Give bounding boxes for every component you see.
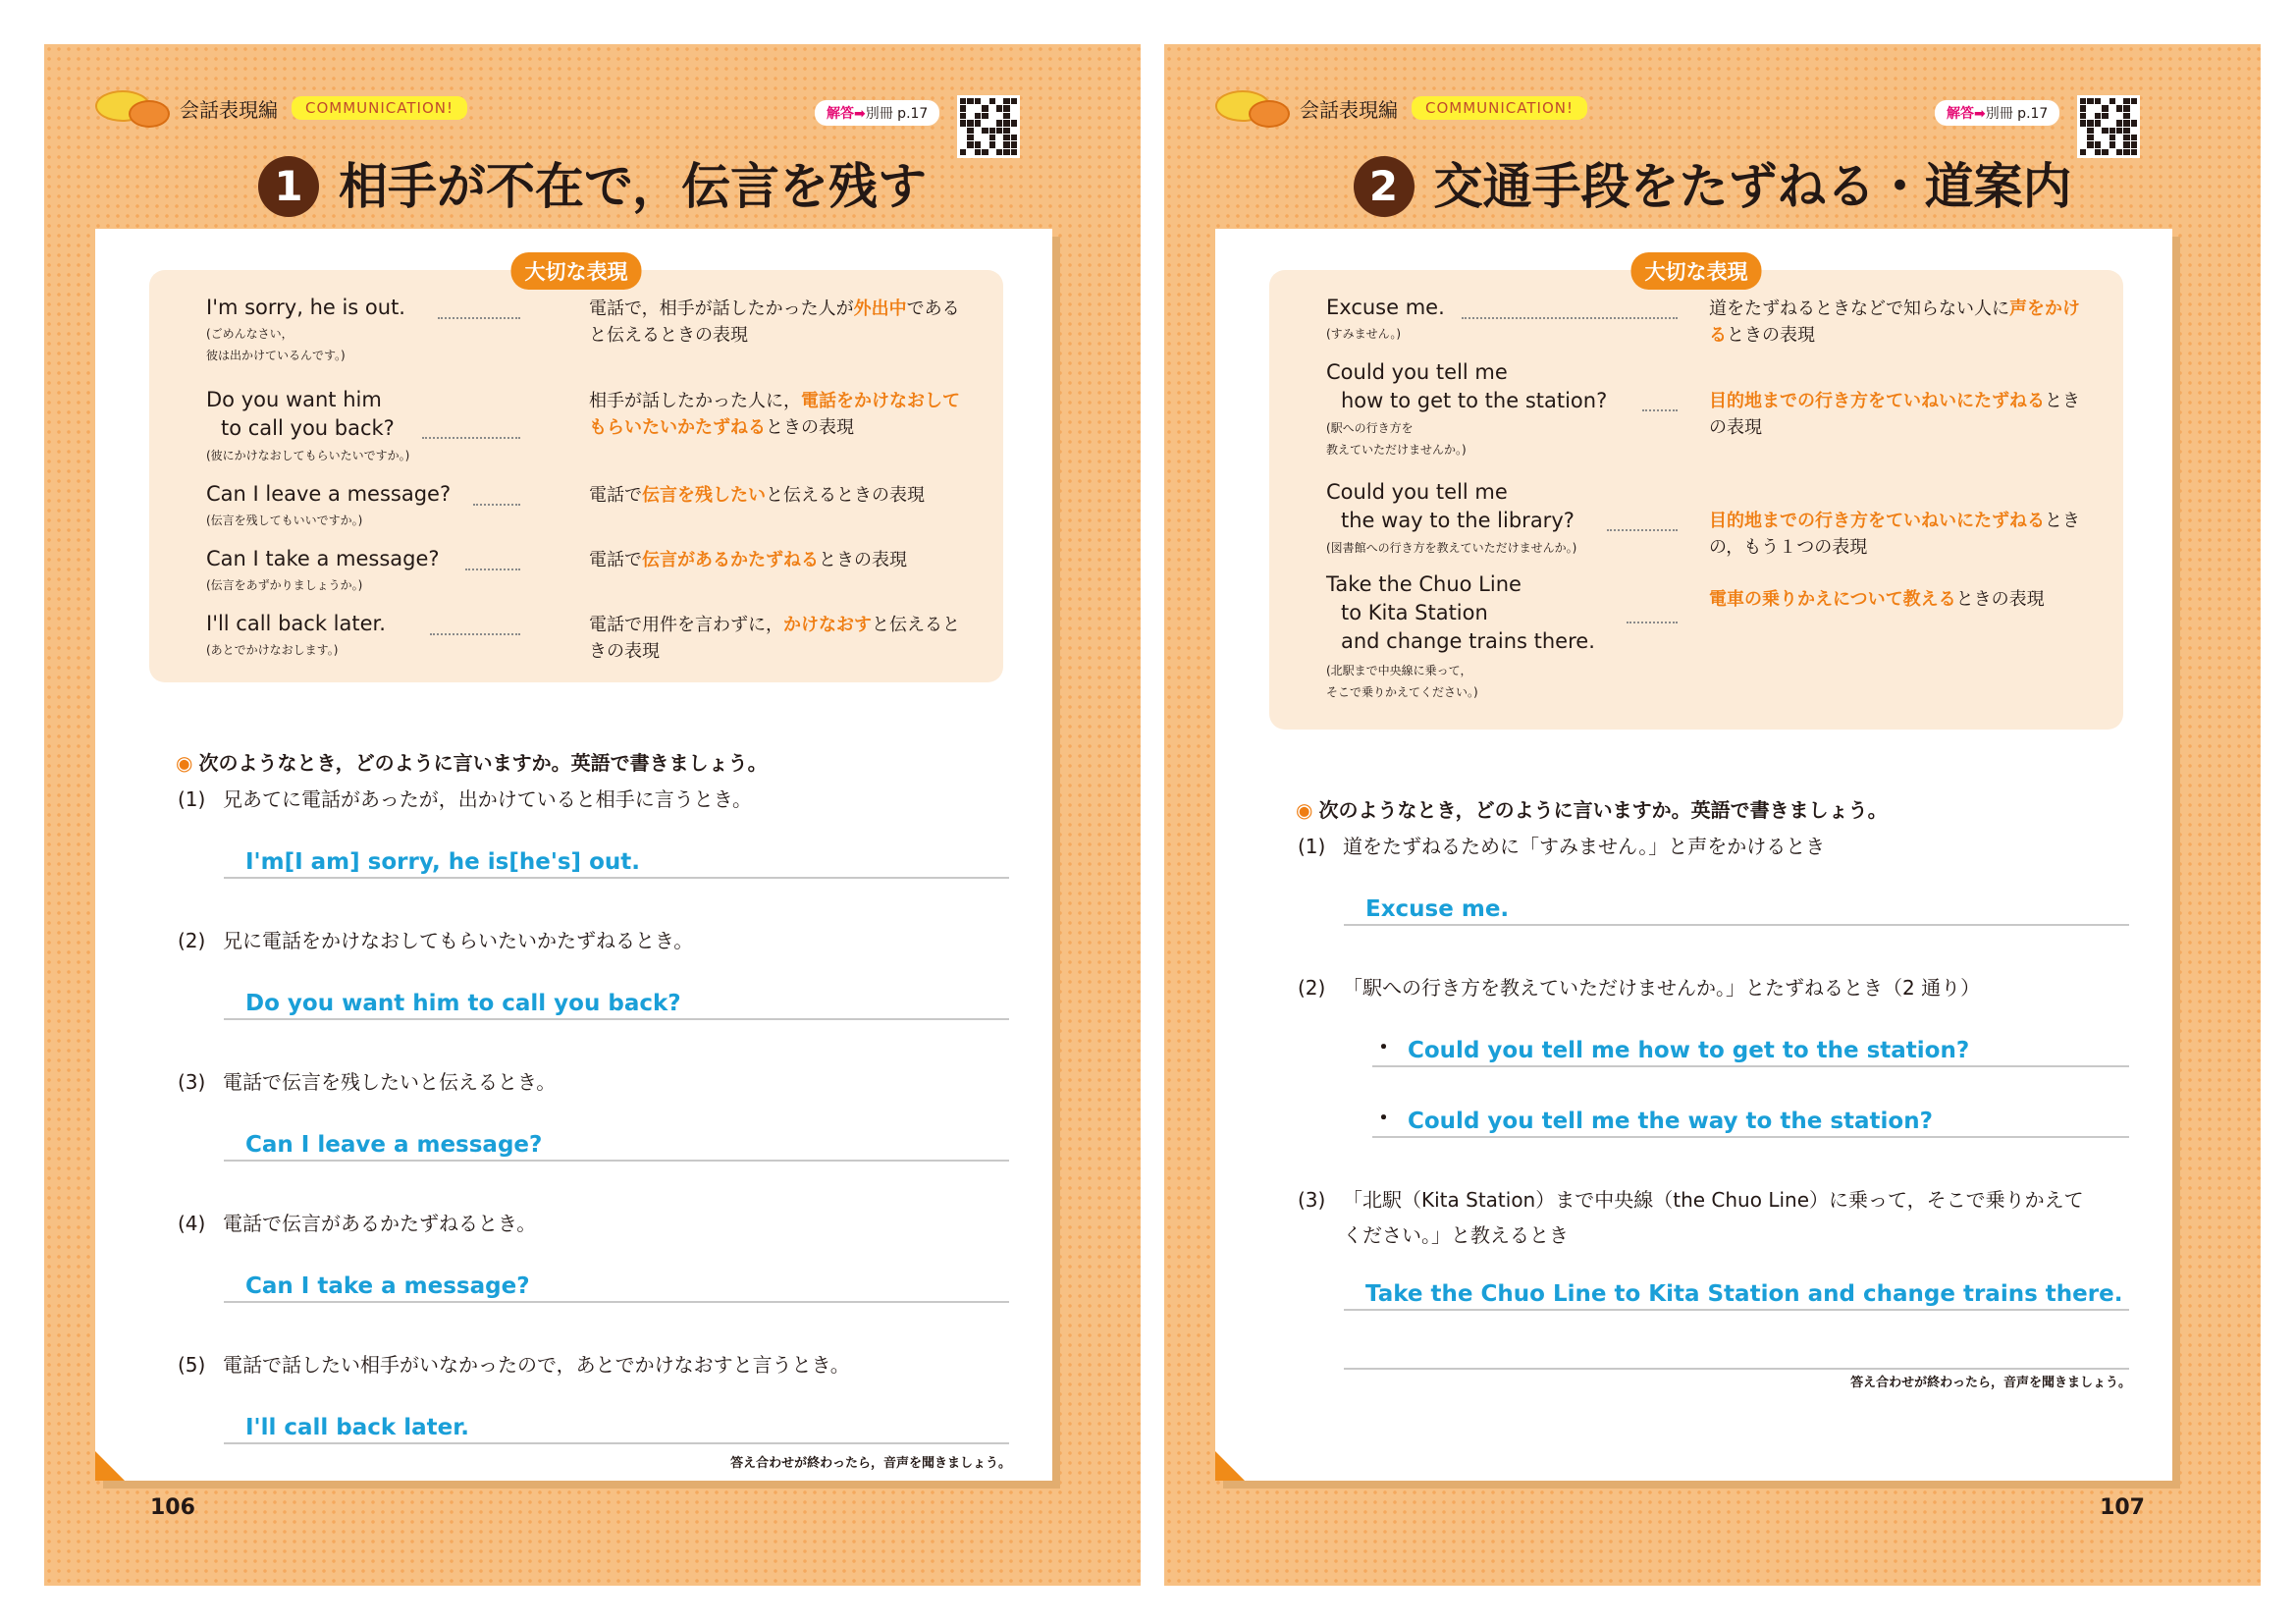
answer-text: Do you want him to call you back? (245, 991, 681, 1016)
expression-english: how to get to the station? (1341, 389, 1608, 412)
answer-line[interactable] (224, 1120, 1009, 1162)
page-107 (1164, 44, 2261, 1586)
expression-description: 電車の乗りかえについて教えるときの表現 (1709, 589, 2045, 610)
arrow-right-icon: ➡ (1974, 106, 1986, 122)
footer-note: 答え合わせが終わったら，音声を聞きましょう。 (1850, 1376, 2131, 1390)
expression-description: 電話で伝言があるかたずねるときの表現 (589, 550, 907, 570)
page-number: 107 (2100, 1495, 2145, 1520)
key-expressions-box (149, 260, 1003, 682)
question: (2) 兄に電話をかけなおしてもらいたいかたずねるとき。 (178, 929, 694, 952)
expression-description: 目的地までの行き方をていねいにたずねるときの表現 (1709, 391, 2080, 438)
bullet: ・ (1372, 1106, 1395, 1131)
answer-key-label: 解答 (1947, 106, 1974, 122)
expression-description: 電話で伝言を残したいと伝えるときの表現 (589, 485, 925, 506)
corner-mark (1215, 1451, 1245, 1481)
answer-key-ref[interactable] (1935, 100, 2059, 126)
expression-description: 電話で用件を言わずに，かけなおすと伝えるときの表現 (589, 615, 960, 662)
answer-line[interactable] (1372, 1097, 2129, 1138)
expression-description: 目的地までの行き方をていねいにたずねるときの，もう１つの表現 (1709, 511, 2080, 558)
answer-line[interactable] (1344, 1270, 2129, 1311)
key-expressions-badge: 大切な表現 (511, 252, 642, 290)
question: (4) 電話で伝言があるかたずねるとき。 (178, 1212, 537, 1235)
answer-line[interactable] (224, 1403, 1009, 1444)
expression-english: I'll call back later. (206, 612, 386, 635)
footer-note: 答え合わせが終わったら，音声を聞きましょう。 (730, 1456, 1011, 1471)
orange-dot-icon: ◉ (176, 751, 193, 775)
answer-text: Excuse me. (1365, 896, 1510, 922)
answer-text: I'll call back later. (245, 1415, 470, 1440)
expression-description: 相手が話したかった人に，電話をかけなおしてもらいたいかたずねるときの表現 (589, 391, 960, 438)
answer-line[interactable] (224, 838, 1009, 879)
expression-english: Can I take a message? (206, 547, 440, 570)
corner-mark (95, 1451, 125, 1481)
lesson-title-row (1164, 147, 2261, 221)
answer-text: Could you tell me the way to the station? (1408, 1109, 1933, 1134)
speech-bubbles-icon (1215, 90, 1294, 126)
answer-key-page: 別冊 p.17 (1985, 106, 2049, 122)
expression-english: Do you want him (206, 388, 382, 411)
communication-tag: COMMUNICATION! (292, 96, 467, 120)
orange-dot-icon: ◉ (1296, 798, 1313, 822)
lesson-card (95, 229, 1052, 1481)
section-label: 会話表現編 (1300, 97, 1398, 122)
answer-line[interactable] (224, 1262, 1009, 1303)
expression-japanese: (図書館への行き方を教えていただけませんか。) (1326, 541, 1577, 555)
question: (1) 兄あてに電話があったが，出かけていると相手に言うとき。 (178, 787, 752, 811)
question: (3) 電話で伝言を残したいと伝えるとき。 (178, 1070, 557, 1094)
expression-english: to call you back? (221, 416, 395, 440)
expression-japanese: 彼は出かけているんです。) (206, 349, 346, 362)
expression-english: I'm sorry, he is out. (206, 296, 405, 319)
expression-description: 電話で，相手が話したかった人が外出中であると伝えるときの表現 (589, 298, 960, 346)
question: (3) 「北駅（Kita Station）まで中央線（the Chuo Line）に乗って，そこで乗りかえて (1298, 1188, 2084, 1212)
lesson-number: 1 (258, 156, 319, 217)
arrow-right-icon: ➡ (854, 106, 866, 122)
answer-text: I'm[I am] sorry, he is[he's] out. (245, 849, 640, 875)
expression-english: Could you tell me (1326, 360, 1508, 384)
expression-english: the way to the library? (1341, 509, 1575, 532)
answer-line[interactable] (224, 979, 1009, 1020)
expression-japanese: (北駅まで中央線に乗って， (1326, 664, 1472, 677)
section-label: 会話表現編 (180, 97, 278, 122)
expression-japanese: (ごめんなさい， (206, 327, 294, 341)
expression-japanese: (あとでかけなおします。) (206, 643, 339, 657)
answer-key-ref[interactable] (815, 100, 939, 126)
key-expressions-box (1269, 260, 2123, 730)
answer-key-page: 別冊 p.17 (865, 106, 929, 122)
expression-japanese: 教えていただけませんか。) (1326, 443, 1467, 457)
expression-description: 道をたずねるときなどで知らない人に声をかけるときの表現 (1709, 298, 2080, 346)
answer-line-blank[interactable] (1344, 1328, 2129, 1370)
answer-line[interactable] (1344, 885, 2129, 926)
key-expressions-badge: 大切な表現 (1631, 252, 1762, 290)
lesson-card (1215, 229, 2172, 1481)
expression-japanese: (彼にかけなおしてもらいたいですか。) (206, 449, 410, 462)
expression-english: Excuse me. (1326, 296, 1445, 319)
lesson-title-row (44, 147, 1141, 221)
answer-line[interactable] (1372, 1026, 2129, 1067)
expression-english: Could you tell me (1326, 480, 1508, 504)
question-continued: ください。」と教えるとき (1343, 1223, 1569, 1247)
communication-tag: COMMUNICATION! (1412, 96, 1587, 120)
answer-text: Could you tell me how to get to the station? (1408, 1038, 1970, 1063)
section-header (1215, 91, 1587, 125)
question: (5) 電話で話したい相手がいなかったので，あとでかけなおすと言うとき。 (178, 1353, 850, 1377)
answer-key-label: 解答 (827, 106, 854, 122)
question: (1) 道をたずねるために「すみません。」と声をかけるとき (1298, 835, 1826, 858)
bullet: ・ (1372, 1035, 1395, 1060)
lesson-number: 2 (1354, 156, 1415, 217)
page-number: 106 (150, 1495, 195, 1520)
lesson-title: 相手が不在で，伝言を残す (339, 158, 927, 215)
question: (2) 「駅への行き方を教えていただけませんか。」とたずねるとき（2 通り） (1298, 976, 1981, 1000)
expression-english: to Kita Station (1341, 601, 1488, 624)
expression-japanese: (駅への行き方を (1326, 421, 1414, 435)
answer-text: Can I leave a message? (245, 1132, 543, 1158)
page-106 (44, 44, 1141, 1586)
expression-japanese: (すみません。) (1326, 327, 1402, 341)
answer-text: Take the Chuo Line to Kita Station and change trains there. (1365, 1281, 2123, 1307)
expression-english: Take the Chuo Line (1326, 572, 1522, 596)
expression-english: and change trains there. (1341, 629, 1595, 653)
exercise-instruction: ◉ 次のようなとき，どのように言いますか。英語で書きましょう。 (1296, 798, 1888, 822)
expression-japanese: (伝言をあずかりましょうか。) (206, 578, 363, 592)
lesson-title: 交通手段をたずねる・道案内 (1433, 158, 2072, 215)
expression-japanese: そこで乗りかえてください。) (1326, 685, 1478, 699)
answer-text: Can I take a message? (245, 1273, 530, 1299)
expression-japanese: (伝言を残してもいいですか。) (206, 514, 363, 527)
speech-bubbles-icon (95, 90, 174, 126)
section-header (95, 91, 467, 125)
expression-english: Can I leave a message? (206, 482, 452, 506)
exercise-instruction: ◉ 次のようなとき，どのように言いますか。英語で書きましょう。 (176, 751, 768, 775)
